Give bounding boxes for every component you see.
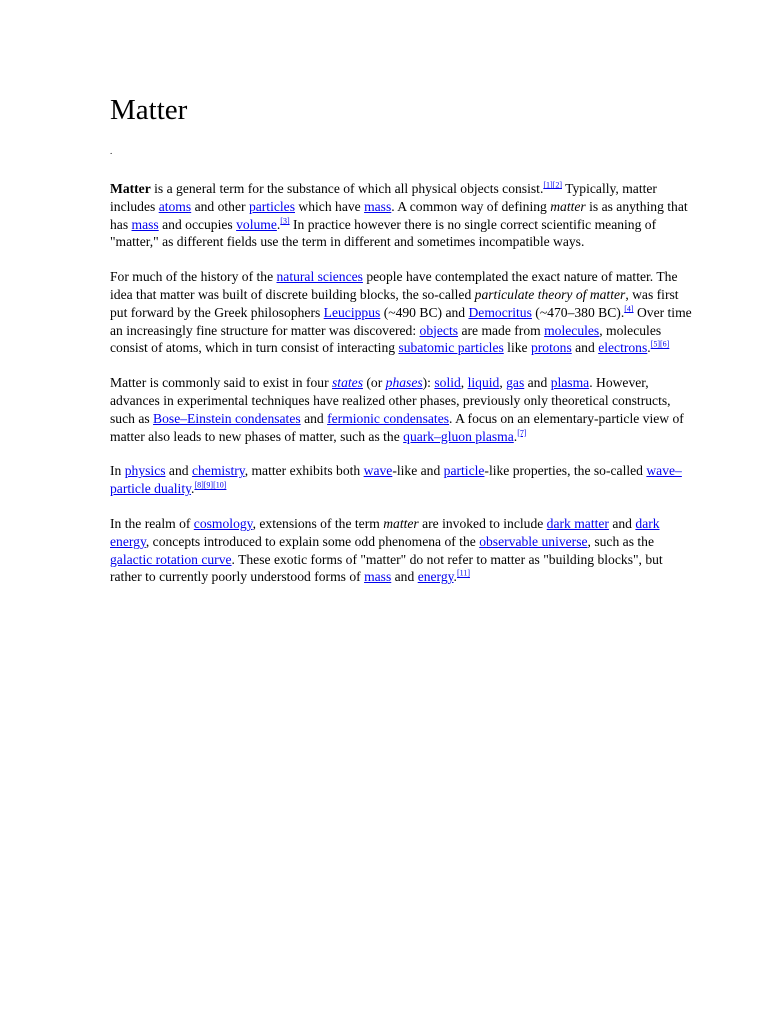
link-dark-matter[interactable]: dark matter	[546, 515, 609, 531]
text: Matter is commonly said to exist in four	[110, 375, 333, 391]
citation-ref[interactable]	[457, 569, 470, 578]
citation-link[interactable]: [7]	[517, 428, 527, 438]
link-chemistry[interactable]: chemistry	[191, 463, 245, 479]
link-mass[interactable]: mass	[131, 216, 159, 232]
text: In the realm of	[110, 515, 194, 531]
citation-ref[interactable]	[194, 481, 226, 490]
text: In	[110, 463, 125, 479]
text: , was first put forward by the Greek philosophers	[110, 286, 679, 320]
text: . A focus on an elementary-particle view of matter also leads to new phases of matter, such as the	[110, 410, 684, 444]
citation-link[interactable]: [11]	[456, 568, 470, 578]
citation-ref[interactable]	[517, 428, 526, 437]
paragraph-5	[110, 515, 696, 586]
link-gas[interactable]: gas	[506, 375, 525, 391]
text: and	[524, 375, 551, 391]
text: .	[276, 216, 281, 232]
text: .	[453, 569, 457, 585]
link-phases[interactable]: phases	[385, 375, 423, 391]
text: ):	[422, 375, 435, 391]
text: like	[503, 340, 531, 356]
link-leucippus[interactable]: Leucippus	[323, 304, 381, 320]
text: (or	[362, 375, 386, 391]
text: Typically, matter includes	[110, 181, 657, 214]
citation-link[interactable]: [1][2]	[543, 180, 562, 190]
link-protons[interactable]: protons	[530, 340, 572, 356]
paragraph-3	[110, 374, 696, 445]
paragraph-4	[110, 462, 696, 498]
link-cosmology[interactable]: cosmology	[193, 515, 253, 531]
text: is a general term for the substance of which all physical objects consist.	[150, 181, 544, 196]
link-subatomic-particles[interactable]: subatomic particles	[398, 340, 504, 356]
citation-link[interactable]: [8][9][10]	[194, 480, 227, 490]
link-particle[interactable]: particle	[443, 463, 485, 479]
text: and	[165, 463, 192, 479]
link-particles[interactable]: particles	[248, 198, 295, 214]
text: -like properties, the so-called	[484, 463, 647, 479]
link-electrons[interactable]: electrons	[598, 340, 648, 356]
link-mass[interactable]: mass	[364, 198, 392, 214]
text: and other	[191, 198, 249, 214]
text: are made from	[458, 322, 545, 338]
link-liquid[interactable]: liquid	[467, 375, 500, 391]
text: and	[608, 515, 636, 531]
link-molecules[interactable]: molecules	[544, 322, 600, 338]
article-body	[110, 180, 696, 603]
text: people have contemplated the exact nature of matter. The idea that matter was built of discrete building blocks, the so-called	[110, 269, 678, 302]
link-wave-particle-duality[interactable]: wave–particle duality	[110, 463, 682, 497]
text: is as anything that has	[110, 198, 688, 232]
link-volume[interactable]: volume	[236, 216, 277, 232]
link-observable-universe[interactable]: observable universe	[479, 533, 588, 549]
link-quark-gluon-plasma[interactable]: quark–gluon plasma	[403, 428, 514, 444]
link-fermionic-condensates[interactable]: fermionic condensates	[327, 410, 450, 426]
link-physics[interactable]: physics	[124, 463, 166, 479]
text: and occupies	[158, 216, 237, 232]
citation-ref[interactable]	[280, 216, 289, 225]
text: . These exotic forms of "matter" do not refer to matter as "building blocks", but rather to currently poorly understood forms of	[110, 551, 663, 585]
text: and	[391, 569, 418, 585]
italic-term: particulate theory of matter	[474, 286, 626, 302]
text: and	[300, 410, 328, 426]
italic-term: matter	[383, 515, 419, 531]
link-natural-sciences[interactable]: natural sciences	[276, 269, 363, 285]
text: , concepts introduced to explain some odd phenomena of the	[145, 533, 480, 549]
stray-dot: .	[110, 146, 113, 156]
link-galactic-rotation-curve[interactable]: galactic rotation curve	[110, 551, 232, 567]
text: .	[191, 481, 195, 497]
link-dark-energy[interactable]: dark energy	[110, 515, 660, 549]
link-mass[interactable]: mass	[364, 569, 392, 585]
link-atoms[interactable]: atoms	[158, 198, 192, 214]
citation-ref[interactable]	[624, 304, 633, 313]
text: ,	[460, 375, 468, 391]
text: which have	[295, 198, 365, 214]
text: and	[571, 340, 599, 356]
text: . However, advances in experimental techniques have realized other phases, previously only theoretical constructs, such as	[110, 375, 671, 426]
text: (~470–380 BC).	[531, 304, 625, 320]
citation-link[interactable]: [5][6]	[650, 339, 670, 349]
citation-ref[interactable]	[651, 340, 670, 349]
text: , molecules consist of atoms, which in turn consist of interacting	[110, 322, 662, 356]
text: , matter exhibits both	[244, 463, 364, 479]
text: (~490 BC) and	[380, 304, 469, 320]
citation-ref[interactable]	[543, 180, 562, 189]
text: -like and	[392, 463, 444, 479]
link-objects[interactable]: objects	[419, 322, 459, 338]
text: , extensions of the term	[252, 515, 384, 531]
text: are invoked to include	[418, 515, 547, 531]
text: Over time an increasingly fine structure for matter was discovered:	[110, 304, 692, 338]
link-wave[interactable]: wave	[363, 463, 393, 479]
paragraph-1	[110, 180, 696, 251]
citation-link[interactable]: [4]	[624, 304, 634, 314]
link-democritus[interactable]: Democritus	[468, 304, 532, 320]
link-bose-einstein-condensates[interactable]: Bose–Einstein condensates	[153, 410, 301, 426]
bold-term: Matter	[110, 181, 151, 196]
page-title: Matter	[110, 94, 188, 126]
citation-link[interactable]: [3]	[280, 216, 290, 226]
paragraph-2	[110, 268, 696, 357]
text: .	[513, 428, 518, 444]
link-states[interactable]: states	[332, 375, 363, 391]
text: , such as the	[587, 533, 654, 549]
text: For much of the history of the	[110, 269, 277, 285]
link-plasma[interactable]: plasma	[550, 375, 590, 391]
italic-term: matter	[550, 198, 586, 214]
link-energy[interactable]: energy	[417, 569, 454, 585]
text: .	[647, 340, 651, 356]
text: . A common way of defining	[391, 198, 551, 214]
text: ,	[499, 375, 507, 391]
link-solid[interactable]: solid	[434, 375, 461, 391]
text: In practice however there is no single correct scientific meaning of "matter," as different fields use the term in different and sometimes incompatible ways.	[110, 216, 657, 250]
